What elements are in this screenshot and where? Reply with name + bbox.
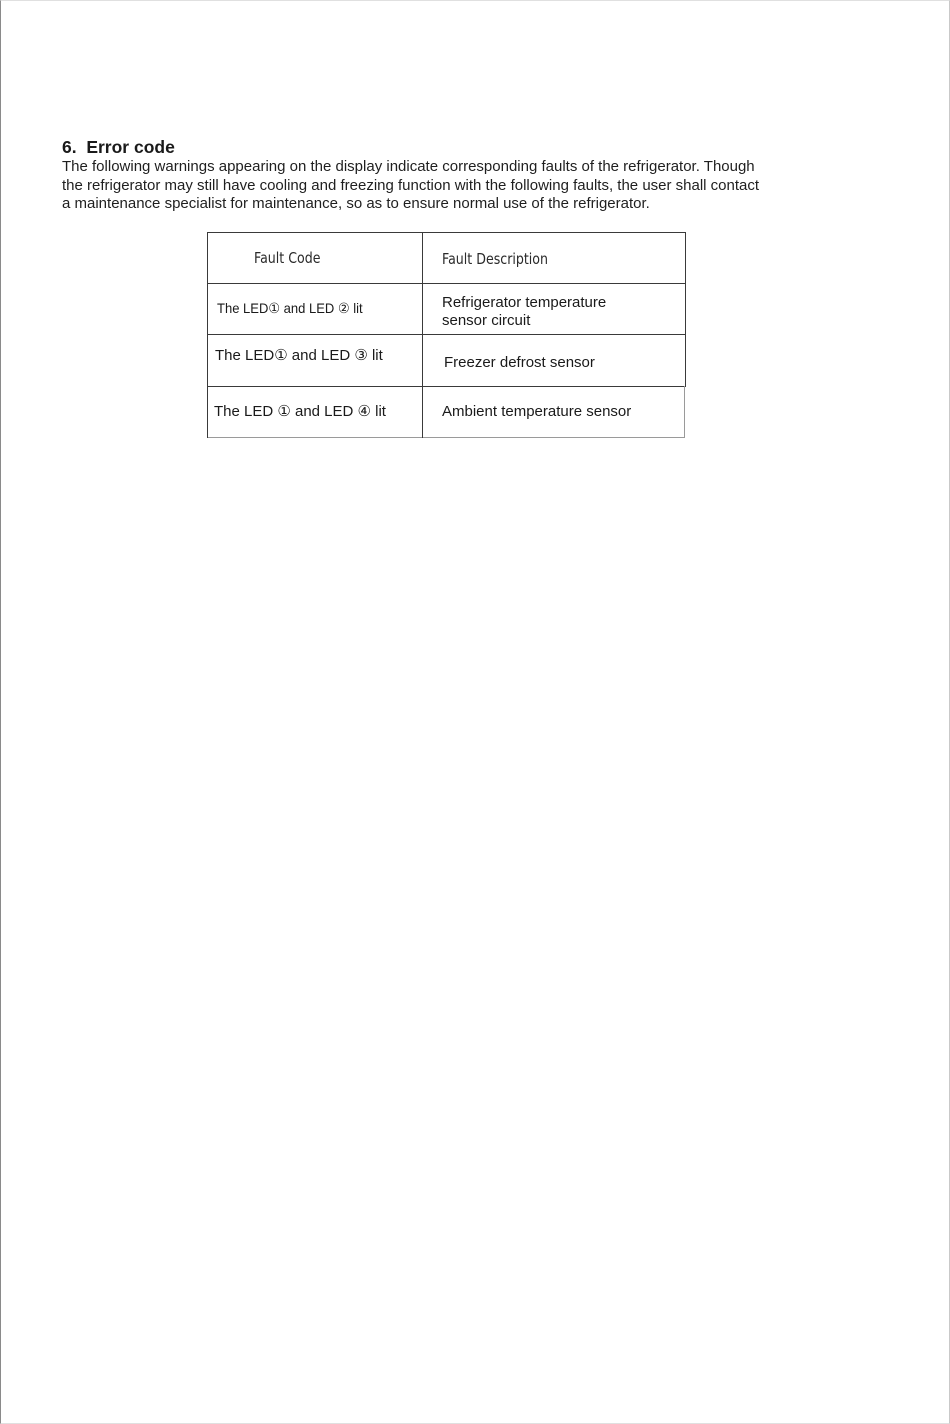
table-row-1-code: The LED① and LED ② lit xyxy=(217,300,363,316)
table-border-bottom xyxy=(207,437,685,438)
table-border-right xyxy=(685,232,686,387)
table-row-divider xyxy=(207,386,686,387)
table-row-3-description-line: Ambient temperature sensor xyxy=(442,403,632,420)
table-row-divider xyxy=(207,334,686,335)
section-number: 6 xyxy=(62,137,72,157)
table-row-2-description-line: Freezer defrost sensor xyxy=(444,354,595,371)
header-fault-description: Fault Description xyxy=(442,250,549,268)
intro-line: a maintenance specialist for maintenance, so as to ensure normal use of the refrigerator. xyxy=(62,195,650,213)
table-row-divider xyxy=(207,283,686,284)
section-title: Error code xyxy=(86,137,175,157)
table-border-left xyxy=(207,232,208,438)
table-row-1-description-line: sensor circuit xyxy=(442,312,531,329)
table-row-1-description-line: Refrigerator temperature xyxy=(442,294,607,311)
section-heading: 6. Error code xyxy=(62,137,175,157)
table-row-2-code: The LED① and LED ③ lit xyxy=(215,347,383,364)
table-column-divider xyxy=(422,232,423,438)
header-fault-code: Fault Code xyxy=(254,249,321,267)
table-border-top xyxy=(207,232,686,233)
intro-paragraph xyxy=(62,158,759,214)
fault-code-table xyxy=(207,232,686,438)
table-row-3-code: The LED ① and LED ④ lit xyxy=(214,403,386,420)
table-border-right xyxy=(684,386,685,438)
intro-line: the refrigerator may still have cooling and freezing function with the following faults, the user shall contact xyxy=(62,176,760,194)
intro-line: The following warnings appearing on the display indicate corresponding faults of the refrigerator. Though xyxy=(62,158,755,175)
